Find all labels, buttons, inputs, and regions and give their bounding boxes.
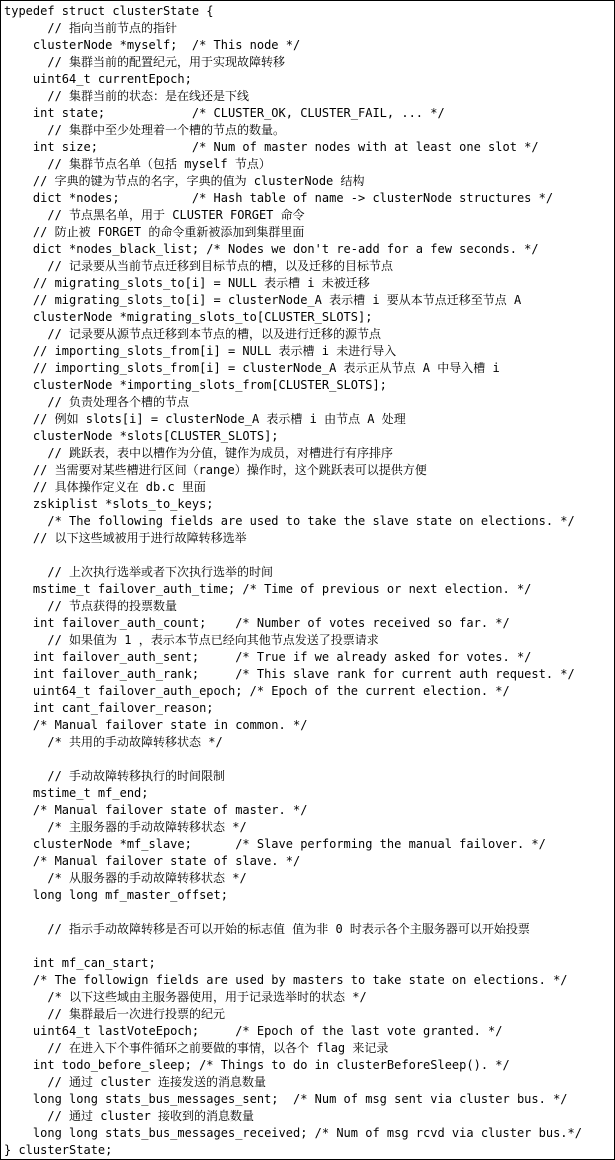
code-line: uint64_t currentEpoch; [4, 72, 192, 86]
code-line: } clusterState; [4, 1143, 113, 1157]
code-line: clusterNode *mf_slave; /* Slave performing the manual failover. */ [4, 837, 546, 851]
code-line: // 记录要从源节点迁移到本节点的槽，以及进行迁移的源节点 [4, 327, 382, 341]
code-line: // 通过 cluster 连接发送的消息数量 [4, 1075, 267, 1089]
code-line: // 指向当前节点的指针 [4, 21, 178, 35]
code-line: clusterNode *migrating_slots_to[CLUSTER_SLOTS]; [4, 310, 373, 324]
code-line: // 手动故障转移执行的时间限制 [4, 769, 226, 783]
code-line: int state; /* CLUSTER_OK, CLUSTER_FAIL, ... */ [4, 106, 445, 120]
code-line: // 集群当前的配置纪元，用于实现故障转移 [4, 55, 286, 69]
code-line: dict *nodes; /* Hash table of name -> clusterNode structures */ [4, 191, 554, 205]
code-line: // 跳跃表，表中以槽作为分值，键作为成员，对槽进行有序排序 [4, 446, 394, 460]
code-line: long long stats_bus_messages_sent; /* Num of msg sent via cluster bus. */ [4, 1092, 568, 1106]
code-line: mstime_t failover_auth_time; /* Time of previous or next election. */ [4, 582, 532, 596]
code-line: int mf_can_start; [4, 956, 156, 970]
code-line: /* 从服务器的手动故障转移状态 */ [4, 871, 247, 885]
code-line: /* 以下这些域由主服务器使用，用于记录选举时的状态 */ [4, 990, 367, 1004]
code-line: // 集群最后一次进行投票的纪元 [4, 1007, 226, 1021]
code-line: /* Manual failover state of master. */ [4, 803, 308, 817]
code-line: int failover_auth_count; /* Number of votes received so far. */ [4, 616, 510, 630]
code-line: clusterNode *importing_slots_from[CLUSTER_SLOTS]; [4, 378, 387, 392]
code-line: zskiplist *slots_to_keys; [4, 497, 214, 511]
code-line: // importing_slots_from[i] = NULL 表示槽 i 未进行导入 [4, 344, 397, 358]
code-line: // 防止被 FORGET 的命令重新被添加到集群里面 [4, 225, 305, 239]
code-line: // 如果值为 1 ，表示本节点已经向其他节点发送了投票请求 [4, 633, 379, 647]
code-line: // importing_slots_from[i] = clusterNode_A 表示正从节点 A 中导入槽 i [4, 361, 500, 375]
code-line: /* Manual failover state in common. */ [4, 718, 308, 732]
code-line: clusterNode *myself; /* This node */ [4, 38, 301, 52]
code-line: clusterNode *slots[CLUSTER_SLOTS]; [4, 429, 279, 443]
code-line: typedef struct clusterState { [4, 4, 214, 18]
code-line: int todo_before_sleep; /* Things to do in clusterBeforeSleep(). */ [4, 1058, 510, 1072]
code-line: // 指示手动故障转移是否可以开始的标志值 值为非 0 时表示各个主服务器可以开始投票 [4, 922, 530, 936]
code-line: // 集群节点名单（包括 myself 节点） [4, 157, 271, 171]
code-line [4, 751, 614, 768]
code-line: uint64_t failover_auth_epoch; /* Epoch of the current election. */ [4, 684, 510, 698]
code-line: // 集群当前的状态：是在线还是下线 [4, 89, 250, 103]
code-line: // 通过 cluster 接收到的消息数量 [4, 1109, 255, 1123]
code-line: // 负责处理各个槽的节点 [4, 395, 190, 409]
code-line: // 在进入下个事件循环之前要做的事情，以各个 flag 来记录 [4, 1041, 389, 1055]
code-line: int size; /* Num of master nodes with at least one slot */ [4, 140, 539, 154]
code-line: // 上次执行选举或者下次执行选举的时间 [4, 565, 274, 579]
code-line: // 记录要从当前节点迁移到目标节点的槽，以及迁移的目标节点 [4, 259, 394, 273]
code-line: int cant_failover_reason; [4, 701, 214, 715]
code-line: // 字典的键为节点的名字，字典的值为 clusterNode 结构 [4, 174, 365, 188]
code-line: /* Manual failover state of slave. */ [4, 854, 301, 868]
code-line [4, 904, 614, 921]
code-block [1, 1, 614, 1159]
code-line [4, 547, 614, 564]
code-line: mstime_t mf_end; [4, 786, 149, 800]
code-line: /* 共用的手动故障转移状态 */ [4, 735, 223, 749]
code-line: // 当需要对某些槽进行区间（range）操作时，这个跳跃表可以提供方便 [4, 463, 427, 477]
code-line: /* The followign fields are used by masters to take state on elections. */ [4, 973, 568, 987]
code-line: // 例如 slots[i] = clusterNode_A 表示槽 i 由节点 A 处理 [4, 412, 406, 426]
code-line [4, 938, 614, 955]
code-line: // 节点获得的投票数量 [4, 599, 178, 613]
code-line: int failover_auth_sent; /* True if we already asked for votes. */ [4, 650, 532, 664]
code-line: // 以下这些域被用于进行故障转移选举 [4, 531, 247, 545]
code-line: dict *nodes_black_list; /* Nodes we don't re-add for a few seconds. */ [4, 242, 539, 256]
code-line: // 具体操作定义在 db.c 里面 [4, 480, 206, 494]
code-line: long long mf_master_offset; [4, 888, 228, 902]
code-line: // 集群中至少处理着一个槽的节点的数量。 [4, 123, 286, 137]
code-line: // 节点黑名单，用于 CLUSTER FORGET 命令 [4, 208, 305, 222]
code-line: // migrating_slots_to[i] = NULL 表示槽 i 未被迁移 [4, 276, 370, 290]
code-line: /* The following fields are used to take the slave state on elections. */ [4, 514, 575, 528]
code-line: long long stats_bus_messages_received; /* Num of msg rcvd via cluster bus.*/ [4, 1126, 582, 1140]
code-line: int failover_auth_rank; /* This slave rank for current auth request. */ [4, 667, 575, 681]
code-line: /* 主服务器的手动故障转移状态 */ [4, 820, 247, 834]
code-line: uint64_t lastVoteEpoch; /* Epoch of the last vote granted. */ [4, 1024, 503, 1038]
code-line: // migrating_slots_to[i] = clusterNode_A 表示槽 i 要从本节点迁移至节点 A [4, 293, 522, 307]
